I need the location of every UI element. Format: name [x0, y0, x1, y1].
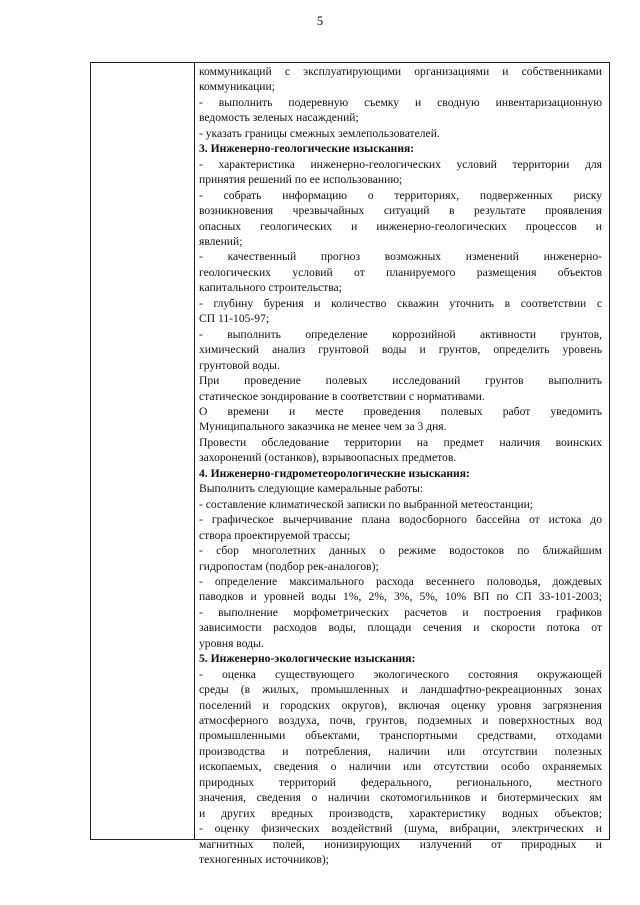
text-line: зависимости расходов воды, площади сечения и скорости потока от: [199, 621, 602, 635]
text-line: - глубину бурения и количество скважин уточнить в соответствии с: [199, 296, 602, 310]
text-line: Выполнить следующие камеральные работы:: [199, 482, 424, 496]
text-line: ведомость зеленых насаждений;: [199, 111, 359, 125]
text-line: капитального строительства;: [199, 281, 342, 295]
text-line: опасных геологических и инженерно-геологических процессов и: [199, 219, 602, 233]
text-line: - выполнить определение коррозийной активности грунтов,: [199, 327, 602, 341]
requirements-table: [90, 62, 610, 867]
text-line: - оценку физических воздействий (шума, вибрации, электрических и: [199, 822, 602, 836]
text-line: грунтовой воды.: [199, 358, 280, 372]
text-line: атмосферного воздуха, почв, грунтов, подземных и поверхностных вод: [199, 714, 602, 728]
text-line: и других вредных производств, характеристику водных объектов;: [199, 806, 602, 820]
text-line: - указать границы смежных землепользователей.: [199, 126, 440, 140]
text-line: - характеристика инженерно-геологических условий территории для: [199, 157, 602, 171]
text-line: О времени и месте проведения полевых работ уведомить: [199, 404, 602, 418]
section-heading: 5. Инженерно-экологические изыскания:: [199, 652, 416, 666]
text-line: гидропостам (подбор рек-аналогов);: [199, 559, 379, 573]
section-heading: 3. Инженерно-геологические изыскания:: [199, 142, 415, 156]
text-line: Муниципального заказчика не менее чем за 3 дня.: [199, 420, 447, 434]
text-line: магнитных полей, ионизирующих излучений от природных и: [199, 837, 602, 851]
text-line: коммуникаций с эксплуатирующими организациями и собственниками: [199, 65, 602, 78]
text-line: - собрать информацию о территориях, подверженных риску: [199, 188, 602, 202]
text-line: - выполнение морфометрических расчетов и построения графиков: [199, 605, 602, 619]
text-line: - составление климатической записки по выбранной метеостанции;: [199, 497, 534, 511]
text-line: - выполнить подеревную съемку и сводную инвентаризационную: [199, 95, 602, 109]
text-line: химический анализ грунтовой воды и грунтов, определить уровень: [199, 343, 602, 357]
text-line: - определение максимального расхода весеннего половодья, дождевых: [199, 574, 602, 588]
text-line: захоронений (останков), взрывоопасных предметов.: [199, 451, 457, 465]
text-line: ископаемых, сведения о наличии или отсутствии особо охраняемых: [199, 760, 602, 774]
text-line: принятия решений по ее использованию;: [199, 173, 403, 187]
text-line: природных территорий федерального, регионального, местного: [199, 775, 602, 789]
text-line: статическое зондирование в соответствии с нормативами.: [199, 389, 485, 403]
text-line: - графическое вычерчивание плана водосборного бассейна от истока до: [199, 513, 602, 527]
text-line: техногенных источников);: [199, 853, 329, 867]
text-line: значения, сведения о наличии скотомогильников и биотермических ям: [199, 791, 602, 805]
text-line: При проведение полевых исследований грунтов выполнить: [199, 374, 602, 388]
text-line: - качественный прогноз возможных изменений инженерно-: [199, 250, 602, 264]
text-line: коммуникации;: [199, 80, 275, 94]
text-line: возникновения чрезвычайных ситуаций в результате проявления: [199, 204, 602, 218]
text-line: промышленными объектами, транспортными средствами, отходами: [199, 729, 602, 743]
text-line: - сбор многолетних данных о режиме водостоков по ближайшим: [199, 544, 602, 558]
text-line: поселений и городских округов), включая оценку уровня загрязнения: [199, 698, 602, 712]
table-right-column-text: [199, 64, 602, 868]
text-line: производства и потребления, наличии или отсутствии полезных: [199, 744, 602, 758]
table-left-column: [91, 63, 195, 839]
page-number: 5: [316, 14, 324, 28]
text-line: Провести обследование территории на предмет наличия воинских: [199, 435, 602, 449]
text-line: явлений;: [199, 234, 243, 248]
text-line: - оценка существующего экологического состояния окружающей: [199, 667, 602, 681]
section-heading: 4. Инженерно-гидрометеорологические изыскания:: [199, 466, 470, 480]
text-line: уровня воды.: [199, 636, 264, 650]
text-line: среды (в жилых, промышленных и ландшафтно-рекреационных зонах: [199, 683, 602, 697]
text-line: геологических условий от планируемого размещения объектов: [199, 265, 602, 279]
text-line: паводков и уровней воды 1%, 2%, 3%, 5%, 10% ВП по СП 33-101-2003;: [199, 590, 602, 604]
text-line: СП 11-105-97;: [199, 312, 270, 326]
text-line: створа проектируемой трассы;: [199, 528, 351, 542]
